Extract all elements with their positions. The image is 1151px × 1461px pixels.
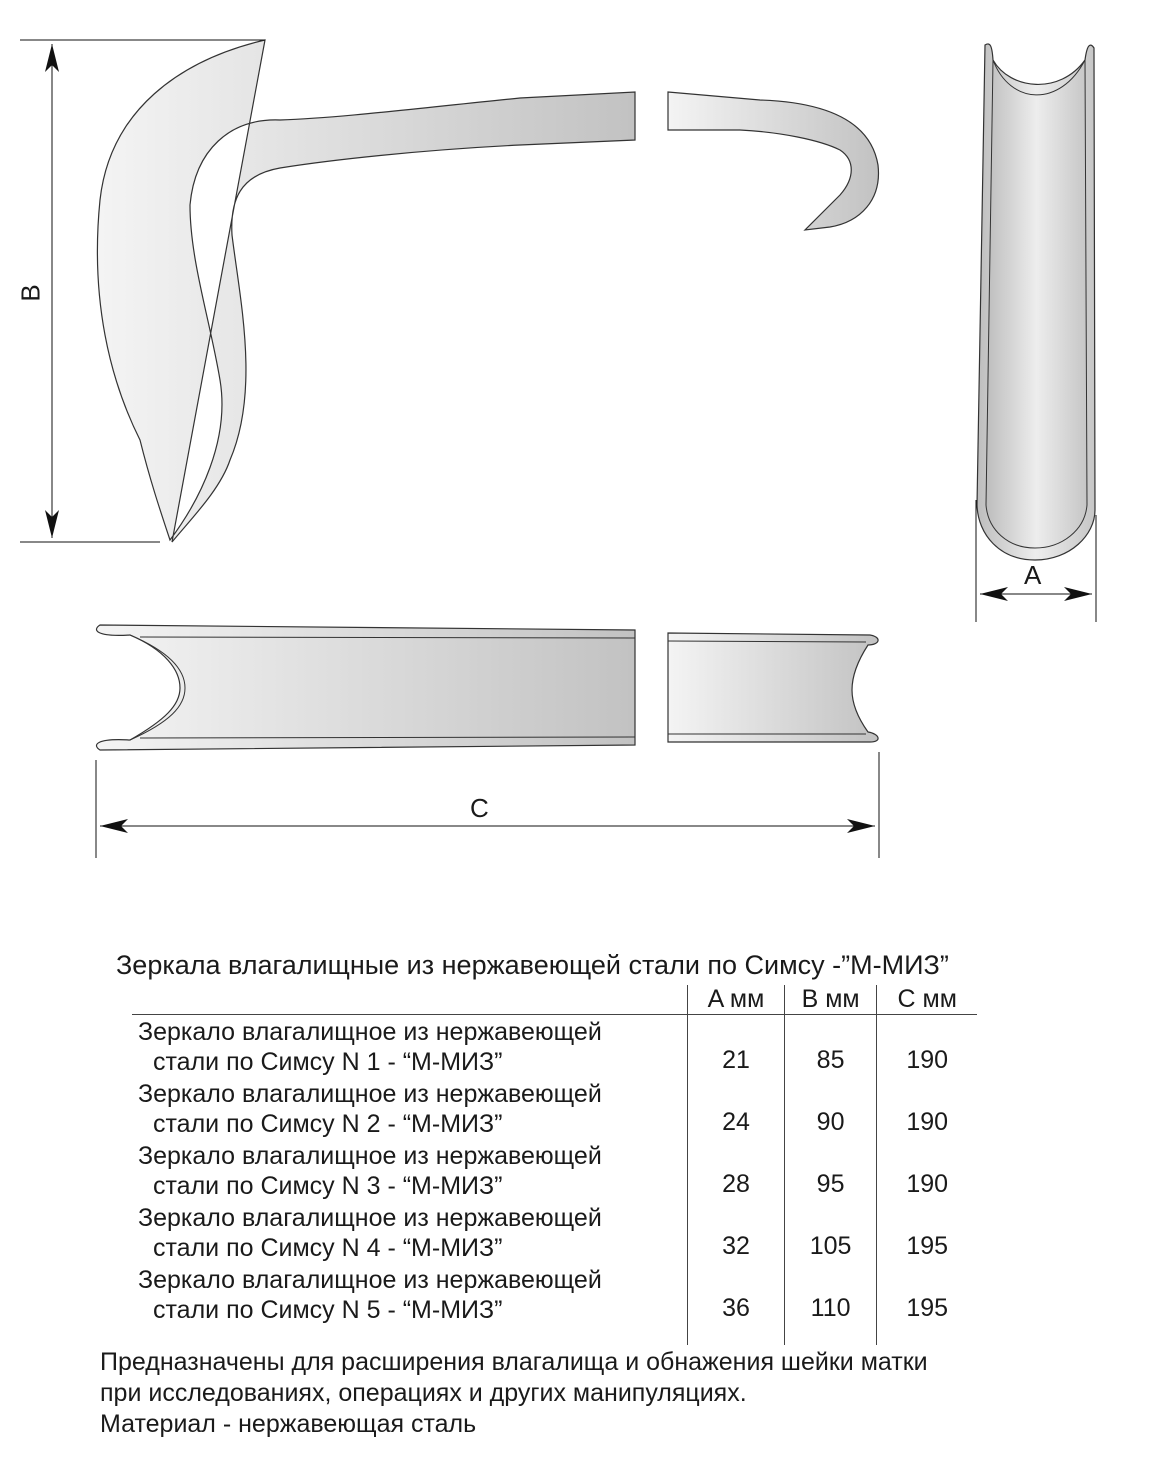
row-a: 21	[688, 1015, 785, 1078]
table-title: Зеркала влагалищные из нержавеющей стали по Симсу -”М-МИЗ”	[116, 950, 949, 980]
table-row	[132, 1015, 977, 1078]
row-c: 195	[877, 1263, 977, 1325]
end-view-inner	[986, 60, 1087, 548]
dimension-a-label: A	[1024, 560, 1042, 590]
row-b: 105	[784, 1201, 877, 1263]
spacer-cell	[688, 1325, 785, 1345]
spacer-cell	[132, 1325, 688, 1345]
spec-table	[132, 985, 977, 1345]
dimension-c-label: C	[470, 793, 489, 823]
table-header-row	[132, 985, 977, 1015]
table-row	[132, 1139, 977, 1201]
header-c: C мм	[877, 985, 977, 1015]
row-b: 85	[784, 1015, 877, 1078]
row-name-line2: стали по Симсу N 1 - “М-МИЗ”	[153, 1048, 503, 1076]
row-name-line2: стали по Симсу N 3 - “М-МИЗ”	[153, 1172, 503, 1200]
row-name	[132, 1077, 688, 1139]
row-c: 195	[877, 1201, 977, 1263]
row-name-line2: стали по Симсу N 4 - “М-МИЗ”	[153, 1234, 503, 1262]
header-b: B мм	[784, 985, 877, 1015]
row-a: 32	[688, 1201, 785, 1263]
table-row	[132, 1263, 977, 1325]
row-name-line1: Зеркало влагалищное из нержавеющей	[138, 1018, 602, 1046]
row-a: 24	[688, 1077, 785, 1139]
description-line3: Материал - нержавеющая сталь	[100, 1410, 477, 1438]
end-view-blade	[977, 44, 1095, 560]
row-name-line1: Зеркало влагалищное из нержавеющей	[138, 1204, 602, 1232]
row-name	[132, 1201, 688, 1263]
spacer-cell	[877, 1325, 977, 1345]
description-line2: при исследованиях, операциях и других манипуляциях.	[100, 1379, 747, 1407]
side-view-end-hook	[668, 92, 878, 230]
row-a: 28	[688, 1139, 785, 1201]
row-name	[132, 1263, 688, 1325]
row-name-line1: Зеркало влагалищное из нержавеющей	[138, 1142, 602, 1170]
row-name	[132, 1015, 688, 1078]
side-view-main-curve	[97, 40, 635, 542]
top-view-left-part	[96, 625, 635, 750]
description-line1: Предназначены для расширения влагалища и обнажения шейки матки	[100, 1348, 928, 1376]
row-name-line1: Зеркало влагалищное из нержавеющей	[138, 1080, 602, 1108]
table-bottom-spacer	[132, 1325, 977, 1345]
row-c: 190	[877, 1015, 977, 1078]
dimension-b-label: B	[15, 284, 46, 302]
row-c: 190	[877, 1139, 977, 1201]
top-view-right-part	[668, 633, 878, 742]
header-blank	[132, 985, 688, 1015]
side-view-blade	[97, 40, 878, 542]
spacer-cell	[784, 1325, 877, 1345]
row-name	[132, 1139, 688, 1201]
table-row	[132, 1077, 977, 1139]
row-c: 190	[877, 1077, 977, 1139]
row-b: 110	[784, 1263, 877, 1325]
top-view-blade	[96, 625, 878, 750]
header-a: A мм	[688, 985, 785, 1015]
table-row	[132, 1201, 977, 1263]
row-name-line1: Зеркало влагалищное из нержавеющей	[138, 1266, 602, 1294]
row-name-line2: стали по Симсу N 2 - “М-МИЗ”	[153, 1110, 503, 1138]
row-b: 90	[784, 1077, 877, 1139]
description	[100, 1347, 928, 1440]
row-name-line2: стали по Симсу N 5 - “М-МИЗ”	[153, 1296, 503, 1324]
row-b: 95	[784, 1139, 877, 1201]
row-a: 36	[688, 1263, 785, 1325]
